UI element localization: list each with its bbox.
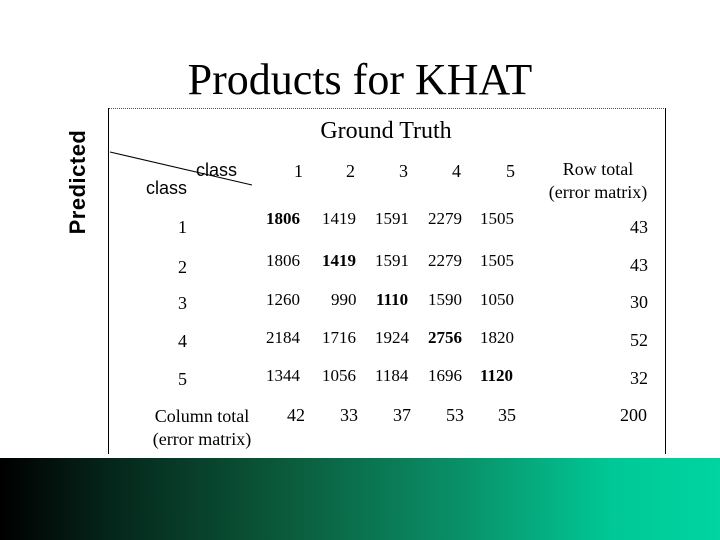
column-header-3: 3 bbox=[399, 161, 408, 181]
table-cell-r3-c1: 1260 bbox=[266, 290, 300, 309]
table-cell-r4-c1: 2184 bbox=[266, 328, 300, 347]
grand-total: 200 bbox=[620, 405, 647, 425]
table-cell-r5-c5: 1120 bbox=[480, 366, 514, 385]
table-cell-r3-c2: 990 bbox=[331, 290, 357, 309]
table-cell-r3-c5: 1050 bbox=[480, 290, 514, 309]
predicted-axis-label: Predicted bbox=[65, 129, 90, 235]
table-cell-r1-c1: 1806 bbox=[266, 209, 300, 228]
column-header-1: 1 bbox=[294, 161, 303, 181]
table-cell-r4-c3: 1924 bbox=[375, 328, 409, 347]
table-cell-r2-c1: 1806 bbox=[266, 251, 300, 270]
slide-title: Products for KHAT bbox=[187, 55, 533, 104]
row-total-header-line2: (error matrix) bbox=[548, 182, 648, 202]
table-cell-r1-c2: 1419 bbox=[322, 209, 356, 228]
column-header-2: 2 bbox=[346, 161, 355, 181]
table-cell-r5-c1: 1344 bbox=[266, 366, 300, 385]
column-header-5: 5 bbox=[506, 161, 515, 181]
row-label-2: 2 bbox=[178, 257, 187, 277]
table-cell-r5-c4: 1696 bbox=[428, 366, 462, 385]
table-cell-r2-c2: 1419 bbox=[322, 251, 356, 270]
row-total-header-line1: Row total bbox=[562, 159, 634, 179]
table-cell-r3-c3: 1110 bbox=[376, 290, 409, 309]
column-total-header bbox=[140, 405, 264, 451]
column-total-header-line2: (error matrix) bbox=[152, 429, 252, 449]
column-total-5: 35 bbox=[498, 405, 516, 425]
column-total-3: 37 bbox=[393, 405, 411, 425]
row-total-3: 30 bbox=[630, 292, 648, 312]
table-cell-r2-c5: 1505 bbox=[480, 251, 514, 270]
table-cell-r4-c5: 1820 bbox=[480, 328, 514, 347]
row-label-5: 5 bbox=[178, 369, 187, 389]
footer-gradient-bar bbox=[0, 458, 720, 540]
table-cell-r1-c5: 1505 bbox=[480, 209, 514, 228]
column-header-4: 4 bbox=[452, 161, 461, 181]
column-total-1: 42 bbox=[287, 405, 305, 425]
row-label-3: 3 bbox=[178, 293, 187, 313]
column-total-4: 53 bbox=[446, 405, 464, 425]
table-cell-r2-c4: 2279 bbox=[428, 251, 462, 270]
table-cell-r2-c3: 1591 bbox=[375, 251, 409, 270]
row-total-1: 43 bbox=[630, 217, 648, 237]
row-total-2: 43 bbox=[630, 255, 648, 275]
table-cell-r5-c3: 1184 bbox=[375, 366, 409, 385]
table-cell-r3-c4: 1590 bbox=[428, 290, 462, 309]
row-label-1: 1 bbox=[178, 217, 187, 237]
row-total-4: 52 bbox=[630, 330, 648, 350]
table-cell-r1-c4: 2279 bbox=[428, 209, 462, 228]
row-total-5: 32 bbox=[630, 368, 648, 388]
column-total-header-line1: Column total bbox=[154, 406, 250, 426]
corner-row-class: class bbox=[146, 178, 188, 198]
table-cell-r5-c2: 1056 bbox=[322, 366, 356, 385]
column-total-2: 33 bbox=[340, 405, 358, 425]
corner-column-class: class bbox=[196, 160, 238, 180]
row-total-header bbox=[536, 158, 660, 204]
row-label-4: 4 bbox=[178, 331, 187, 351]
table-cell-r4-c2: 1716 bbox=[322, 328, 356, 347]
table-cell-r1-c3: 1591 bbox=[375, 209, 409, 228]
ground-truth-header: Ground Truth bbox=[320, 118, 452, 144]
table-cell-r4-c4: 2756 bbox=[428, 328, 462, 347]
